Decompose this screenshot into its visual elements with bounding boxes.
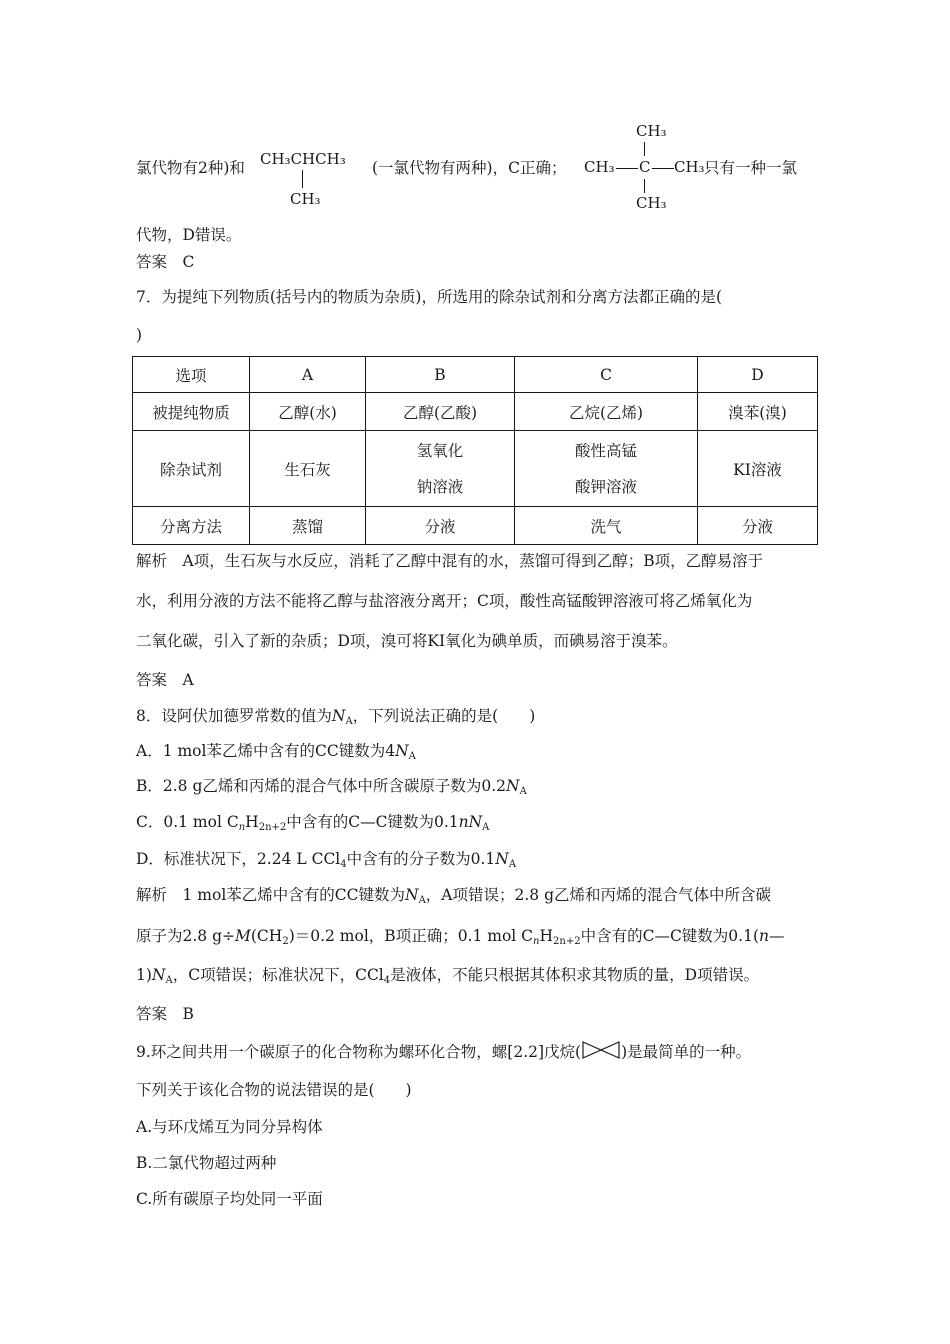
q8-analysis-text-c: 原子为2.8 g÷ <box>136 927 235 945</box>
q8-analysis-text-a: 解析 1 mol苯乙烯中含有的CC键数为 <box>136 886 405 904</box>
avogadro-symbol: N <box>495 850 509 868</box>
neopentane-top-bond <box>644 142 645 156</box>
q8-option-b <box>136 776 527 802</box>
q9-stem-line2: 下列关于该化合物的说法错误的是( ) <box>136 1081 412 1099</box>
table-row-header <box>133 357 818 393</box>
avogadro-subscript: A <box>519 786 527 797</box>
q7-stem-line1: 7．为提纯下列物质(括号内的物质为杂质)，所选用的除杂试剂和分离方法都正确的是( <box>136 288 723 306</box>
table-cell: 蒸馏 <box>250 507 366 545</box>
avogadro-subscript: A <box>482 822 490 833</box>
q7-options-table <box>132 356 818 545</box>
isobutane-bond <box>302 170 303 188</box>
table-cell: 分液 <box>698 507 818 545</box>
neopentane-top-methyl: CH₃ <box>636 122 667 140</box>
q8-option-c <box>136 812 489 838</box>
formula-hydrogen: H <box>539 927 554 945</box>
avogadro-symbol: N <box>331 707 346 725</box>
table-cell: 洗气 <box>515 507 698 545</box>
avogadro-subscript: A <box>165 975 173 986</box>
avogadro-symbol: N <box>405 886 419 904</box>
variable-n: n <box>458 813 469 831</box>
q9-stem-text-b: )是最简单的一种。 <box>621 1043 752 1061</box>
q6-line1-text-c: 只有一种一氯 <box>704 159 798 177</box>
avogadro-symbol: N <box>468 813 483 831</box>
q8-answer: 答案 B <box>136 1005 194 1023</box>
q9-stem-text-a: 9.环之间共用一个碳原子的化合物称为螺环化合物，螺[2.2]戊烷( <box>136 1043 582 1061</box>
avogadro-symbol: N <box>395 742 409 760</box>
avogadro-subscript: A <box>508 859 517 870</box>
molar-mass-symbol: M <box>235 927 251 945</box>
q8-analysis-text-i: ，C项错误；标准状况下，CCl <box>172 966 384 984</box>
q8-option-c-text-a: C．0.1 mol C <box>136 813 239 831</box>
avogadro-subscript: A <box>418 895 426 906</box>
q8-analysis-text-h: 1) <box>136 966 152 984</box>
neopentane-right-methyl: CH₃ <box>674 158 705 176</box>
q8-analysis-line1 <box>136 885 771 911</box>
reagent-b-line2: 钠溶液 <box>416 477 464 496</box>
table-cell <box>515 431 698 507</box>
table-cell: 分液 <box>366 507 515 545</box>
neopentane-right-bond <box>652 168 674 169</box>
q7-analysis-line3: 二氧化碳，引入了新的杂质；D项，溴可将KI氧化为碘单质，而碘易溶于溴苯。 <box>136 632 678 650</box>
reagent-b-line1: 氢氧化 <box>416 441 464 460</box>
table-cell: 被提纯物质 <box>133 393 250 431</box>
reagent-c-line1: 酸性高锰 <box>574 441 637 460</box>
spiropentane-structure-icon <box>581 1040 621 1060</box>
table-cell: 乙醇(乙酸) <box>366 393 515 431</box>
q6-line1-text-a: 氯代物有2种)和 <box>136 159 245 177</box>
q8-stem-text-b: ，下列说法正确的是( ) <box>352 707 536 725</box>
formula-subscript-4: 4 <box>340 859 347 870</box>
table-cell <box>366 431 515 507</box>
q7-analysis-line1: 解析 A项，生石灰与水反应，消耗了乙醇中混有的水，蒸馏可得到乙醇；B项，乙醇易溶于 <box>136 552 764 570</box>
table-cell: A <box>250 357 366 393</box>
variable-n: n <box>759 927 769 945</box>
q9-stem-line1 <box>136 1040 751 1062</box>
reagent-c-line2: 酸钾溶液 <box>574 477 637 496</box>
neopentane-formula <box>584 122 704 214</box>
avogadro-symbol: N <box>151 966 166 984</box>
q8-option-b-text: B．2.8 g乙烯和丙烯的混合气体中所含碳原子数为0.2 <box>136 777 507 795</box>
formula-subscript-n: n <box>238 822 246 833</box>
q6-answer: 答案 C <box>136 253 195 271</box>
table-cell: 生石灰 <box>250 431 366 507</box>
isobutane-main-chain: CH₃CHCH₃ <box>260 150 346 168</box>
q7-answer: 答案 A <box>136 671 194 689</box>
q6-line1-text-b: (一氯代物有两种)，C正确； <box>372 159 567 177</box>
table-cell: 乙烷(乙烯) <box>515 393 698 431</box>
q9-option-a: A.与环戊烯互为同分异构体 <box>136 1118 323 1136</box>
q8-option-c-text-b: 中含有的C—C键数为0.1 <box>286 813 459 831</box>
table-row-reagent <box>133 431 818 507</box>
formula-subscript-n: n <box>533 936 540 947</box>
formula-subscript-2: 2 <box>282 936 289 947</box>
table-cell: KI溶液 <box>698 431 818 507</box>
formula-subscript-4: 4 <box>383 975 391 986</box>
table-cell: 溴苯(溴) <box>698 393 818 431</box>
q8-stem-text-a: 8．设阿伏加德罗常数的值为 <box>136 707 332 725</box>
q8-option-a <box>136 741 416 767</box>
q8-option-d-text-b: 中含有的分子数为0.1 <box>346 850 496 868</box>
q7-stem-line2: ) <box>136 326 143 344</box>
table-cell: B <box>366 357 515 393</box>
q9-option-c: C.所有碳原子均处同一平面 <box>136 1190 323 1208</box>
q8-analysis-text-d: (CH <box>250 927 283 945</box>
q8-stem <box>136 706 535 732</box>
q8-analysis-line3 <box>136 965 759 991</box>
neopentane-bottom-methyl: CH₃ <box>636 194 667 212</box>
isobutane-branch: CH₃ <box>290 190 321 208</box>
avogadro-symbol: N <box>506 777 520 795</box>
q8-analysis-text-j: 是液体，不能只根据其体积求其物质的量，D项错误。 <box>390 966 760 984</box>
isobutane-formula <box>260 150 370 210</box>
formula-subscript-2n2: 2n+2 <box>258 822 287 833</box>
table-cell: D <box>698 357 818 393</box>
q8-option-d-text-a: D．标准状况下，2.24 L CCl <box>136 850 341 868</box>
q7-analysis-line2: 水，利用分液的方法不能将乙醇与盐溶液分离开；C项，酸性高锰酸钾溶液可将乙烯氧化为 <box>136 592 753 610</box>
q8-analysis-text-g: — <box>768 927 785 945</box>
q8-analysis-line2 <box>136 926 784 952</box>
table-cell: C <box>515 357 698 393</box>
avogadro-subscript: A <box>345 716 353 727</box>
table-cell: 分离方法 <box>133 507 250 545</box>
q8-analysis-text-f: 中含有的C—C键数为0.1( <box>580 927 759 945</box>
neopentane-left-bond <box>616 168 638 169</box>
q8-option-a-text: A．1 mol苯乙烯中含有的CC键数为4 <box>136 742 396 760</box>
neopentane-bottom-bond <box>644 179 645 193</box>
q8-analysis-text-e: )＝0.2 mol，B项正确；0.1 mol C <box>288 927 534 945</box>
q6-line2: 代物，D错误。 <box>136 226 242 244</box>
table-cell: 乙醇(水) <box>250 393 366 431</box>
q8-option-d <box>136 849 516 875</box>
table-cell: 除杂试剂 <box>133 431 250 507</box>
table-row-substance <box>133 393 818 431</box>
neopentane-left-methyl: CH₃ <box>584 158 615 176</box>
q8-analysis-text-b: ，A项错误；2.8 g乙烯和丙烯的混合气体中所含碳 <box>425 886 771 904</box>
table-cell: 选项 <box>133 357 250 393</box>
neopentane-center-carbon: C <box>639 158 651 176</box>
formula-hydrogen: H <box>245 813 259 831</box>
table-row-method <box>133 507 818 545</box>
formula-subscript-2n2: 2n+2 <box>553 936 581 947</box>
avogadro-subscript: A <box>408 751 416 762</box>
q9-option-b: B.二氯代物超过两种 <box>136 1154 277 1172</box>
